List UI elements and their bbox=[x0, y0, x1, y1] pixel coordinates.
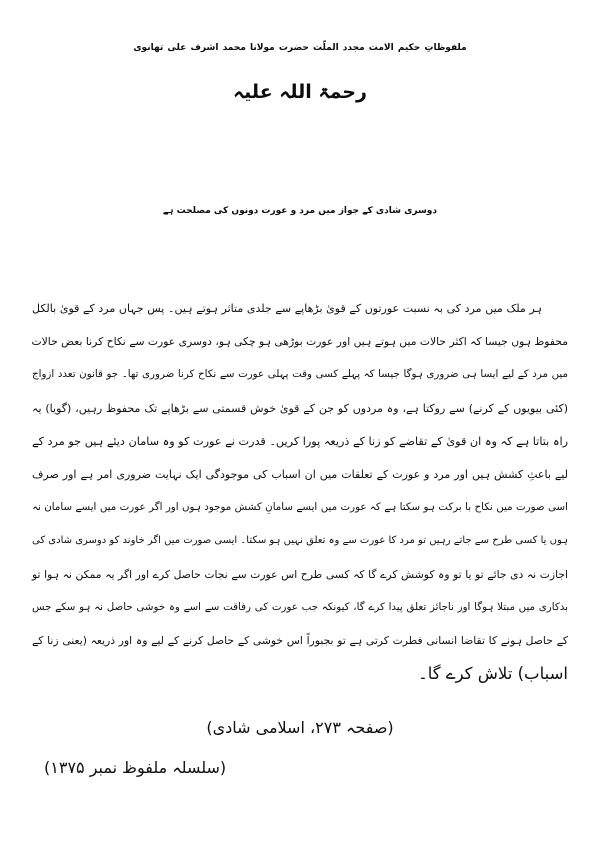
body-line: کے حاصل ہونے کا تقاضا انسانی فطرت کرتی ہے تو بجبوراً اس خوشی کے حاصل کرنے کے لیے وہ اور ذریعہ (یعنی زنا کے bbox=[32, 633, 568, 647]
body-line: ہر ملک میں مرد کی بہ نسبت عورتوں کے قویٰ بڑھاپے سے جلدی متاثر ہوتے ہیں۔ پس جہاں مرد کے قویٰ بالکل bbox=[32, 302, 542, 315]
section-heading: دوسری شادی کے جواز میں مرد و عورت دونوں کی مصلحت ہے bbox=[162, 206, 438, 216]
body-line: اجازت نہ دی جائے تو یا تو وہ کوشش کرے گا کہ کسی طرح اس عورت سے نجات حاصل کرے اور اگر یہ ممکن نہ ہوا تو bbox=[32, 567, 568, 581]
body-line: (کئی بیویوں کے کرنے) سے روکتا ہے، وہ مردوں کو جن کے قویٰ خوش قسمتی سے بڑھاپے تک محفوظ رہیں، (گویا) یہ bbox=[32, 401, 568, 415]
body-line: اسی صورت میں نکاح با برکت ہو سکتا ہے کہ عورت میں ایسے سامانِ کشش موجود ہوں اور اگر عورت میں ایسے سامان نہ bbox=[32, 501, 568, 514]
body-line: راہ بتاتا ہے کہ وہ ان قویٰ کے تقاضے کو زنا کے ذریعہ پورا کریں۔ قدرت نے عورت کو وہ سامان دیئے ہیں جو مرد کے bbox=[32, 434, 568, 448]
body-line: میں مرد کے لیے ایسا ہی ضروری ہوگا جیسا کہ پہلے کسی وقت پہلی عورت سے نکاح کرنا ضروری تھا۔ جو قانون تعدد ازواج bbox=[32, 368, 568, 381]
document-title-block bbox=[0, 42, 600, 103]
citation-source: (صفحہ ۲۷۳، اسلامی شادی) bbox=[206, 718, 394, 737]
body-line: ہوں یا کسی طرح سے جاتے رہیں تو مرد کا عورت سے وہ تعلق نہیں ہو سکتا۔ ایسی صورت میں اگر خاوند کو دوسری شادی کی bbox=[32, 535, 568, 547]
citation-serial: (سلسلہ ملفوظ نمبر ۱۳۷۵) bbox=[44, 758, 227, 777]
body-line: محفوظ ہوں جیسا کہ اکثر حالات میں ہوتے ہیں اور عورت بوڑھی ہو چکی ہو، دوسری عورت سے نکاح کرنا بعض حالات bbox=[31, 335, 568, 349]
page-title: ملفوظاتِ حکیم الامت مجدد الملّت حضرت مولانا محمد اشرف علی تھانوی bbox=[133, 43, 467, 53]
body-line: لیے باعثِ کشش ہیں اور مرد و عورت کے تعلقات میں ان اسباب کی موجودگی ایک نہایت ضروری امر ہے اور صرف bbox=[32, 467, 568, 481]
body-line: اسباب) تلاش کرے گا۔ bbox=[418, 664, 568, 684]
body-text bbox=[32, 292, 568, 690]
body-line: بدکاری میں مبتلا ہوگا اور ناجائز تعلق پیدا کرے گا، کیونکہ جب عورت کی رفاقت سے اسے وہ خوشی حاصل نہ ہو سکے جس bbox=[32, 600, 568, 613]
page-title-honorific: رحمۃ اللہ علیہ bbox=[233, 81, 367, 104]
